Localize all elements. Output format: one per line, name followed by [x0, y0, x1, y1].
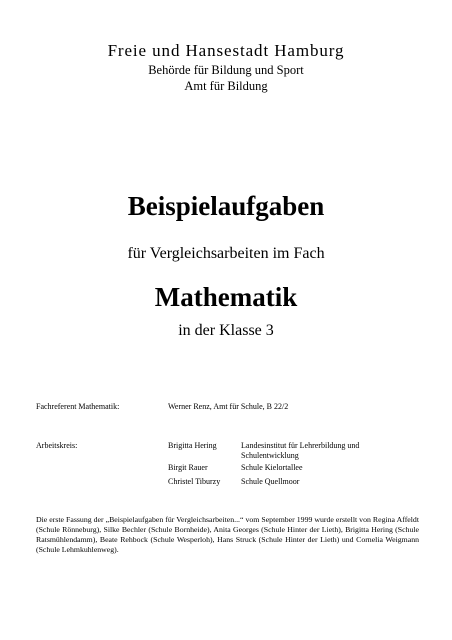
header-authority: Behörde für Bildung und Sport: [148, 63, 304, 77]
working-group-label: Arbeitskreis:: [36, 441, 78, 450]
grade-line: in der Klasse 3: [178, 322, 274, 339]
document-title: Beispielaufgaben: [127, 191, 325, 221]
referent-label: Fachreferent Mathematik:: [36, 402, 120, 411]
subject-title: Mathematik: [154, 282, 298, 312]
footnote: Die erste Fassung der „Beispielaufgaben für Vergleichsarbeiten...“ vom September 1999 wurde erstellt von Regina Affeldt (Schule Rönneburg), Silke Bechler (Schule Bornheide), Anita Georges (Schule Hinter der Lieth), Brigitta Hering (Schule Ratsmühlendamm), Beate Rehbock (Schule Wesperloh), Hans Struck (Schule Hinter der Lieth) und Cornelia Weigmann (Schule Lehmkuhlenweg).: [36, 515, 419, 554]
header-city: Freie und Hansestadt Hamburg: [107, 41, 345, 60]
member-name: Brigitta Hering: [168, 441, 217, 450]
member-institution: Landesinstitut für Lehrerbildung und: [241, 441, 360, 450]
member-name: Christel Tiburzy: [168, 477, 221, 486]
document-subtitle: für Vergleichsarbeiten im Fach: [127, 245, 325, 262]
header-office: Amt für Bildung: [184, 79, 268, 93]
member-name: Birgit Rauer: [168, 463, 208, 472]
member-institution: Schule Kielortallee: [241, 463, 303, 472]
member-institution-cont: Schulentwicklung: [241, 451, 299, 460]
referent-value: Werner Renz, Amt für Schule, B 22/2: [168, 402, 289, 411]
member-institution: Schule Quellmoor: [241, 477, 300, 486]
